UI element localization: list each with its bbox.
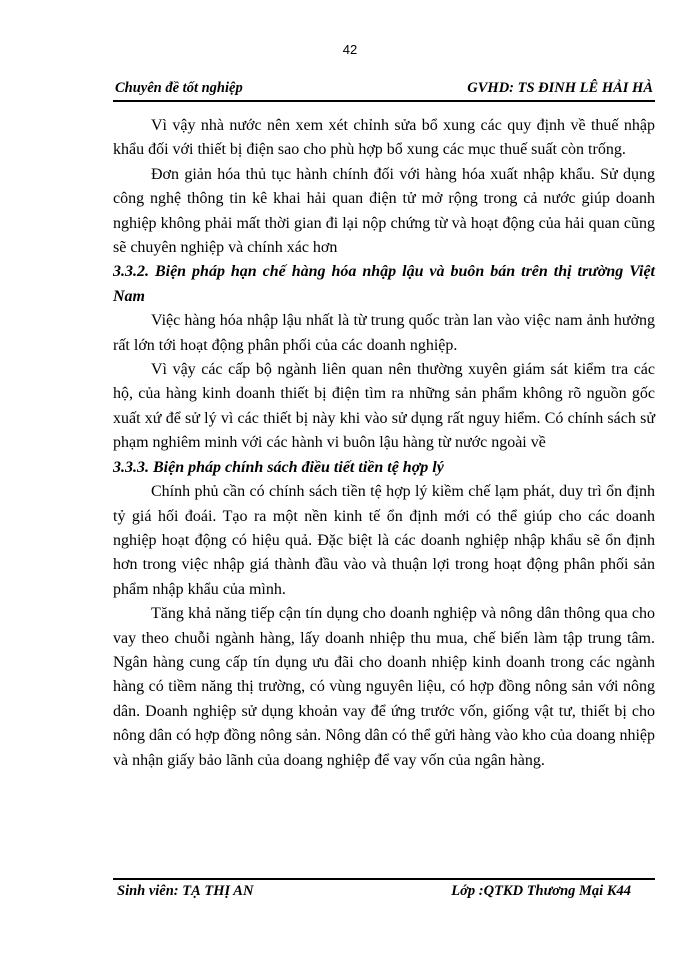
paragraph: Vì vậy các cấp bộ ngành liên quan nên thường xuyên giám sát kiểm tra các hộ, của hàng kinh doanh thiết bị điện tìm ra những sản phẩm không rõ nguồn gốc xuất xứ để sử lý vì các thiết bị này khi vào sử dụng rất nguy hiểm. Có chính sách sử phạm nghiêm minh với các hành vi buôn lậu hàng từ nước ngoài về [113,361,655,452]
footer-class: Lớp :QTKD Thương Mại K44 [451,883,631,899]
header-supervisor: GVHD: TS ĐINH LÊ HẢI HÀ [467,80,653,96]
footer-student: Sinh viên: TẠ THỊ AN [117,883,254,899]
paragraph: Chính phủ cần có chính sách tiền tệ hợp lý kiềm chế lạm phát, duy trì ổn định tỷ giá hối đoái. Tạo ra một nền kinh tế ổn định mới có thể giúp cho các doanh nghiệp hoạt động có hiệu quả. Đặc biệt là các doanh nghiệp nhập khẩu sẽ ổn định hơn trong việc nhập giá thành đầu vào và thuận lợi trong hoạt động phân phối sản phẩm nhập khẩu của mình. [113,483,655,598]
paragraph: Tăng khả năng tiếp cận tín dụng cho doanh nghiệp và nông dân thông qua cho vay theo chuỗi ngành hàng, lấy doanh nhiệp thu mua, chế biến làm tập trung tâm. Ngân hàng cung cấp tín dụng ưu đãi cho doanh nhiệp kinh doanh trong các ngành hàng có tiềm năng thị trường, có vùng nguyên liệu, có hợp đồng nông sản với nông dân. Doanh nghiệp sử dụng khoản vay để ứng trước vốn, giống vật tư, thiết bị cho nông dân có hợp đồng nông sản. Nông dân có thể gửi hàng vào kho của doang nhiệp và nhận giấy bảo lãnh của doang nghiệp để vay vốn của ngân hàng. [113,605,655,769]
section-heading: 3.3.3. Biện pháp chính sách điều tiết tiền tệ hợp lý [113,458,444,476]
header-document-type: Chuyên đề tốt nghiệp [115,80,243,96]
header-divider [113,100,655,102]
paragraph: Đơn giản hóa thủ tục hành chính đối với hàng hóa xuất nhập khẩu. Sử dụng công nghệ thông tin kê khai hải quan điện tử mở rộng trong cả nước giúp doanh nghiệp không phải mất thời gian đi lại nộp chứng từ và hoạt động của hải quan cũng sẽ chuyên nghiệp và chính xác hơn [113,165,655,257]
page-footer [113,883,655,905]
paragraph: Việc hàng hóa nhập lậu nhất là từ trung quốc tràn lan vào việc nam ảnh hưởng rất lớn tới hoạt động phân phối của các doanh nghiệp. [113,312,655,354]
page-number: 42 [342,42,358,57]
footer-divider [113,878,655,880]
section-heading: 3.3.2. Biện pháp hạn chế hàng hóa nhập lậu và buôn bán trên thị trường Việt Nam [113,263,655,305]
paragraph: Vì vậy nhà nước nên xem xét chỉnh sửa bổ xung các quy định về thuế nhập khẩu đối với thiết bị điện sao cho phù hợp bổ xung các mục thuế suất còn trống. [113,117,655,159]
document-body [113,114,655,773]
